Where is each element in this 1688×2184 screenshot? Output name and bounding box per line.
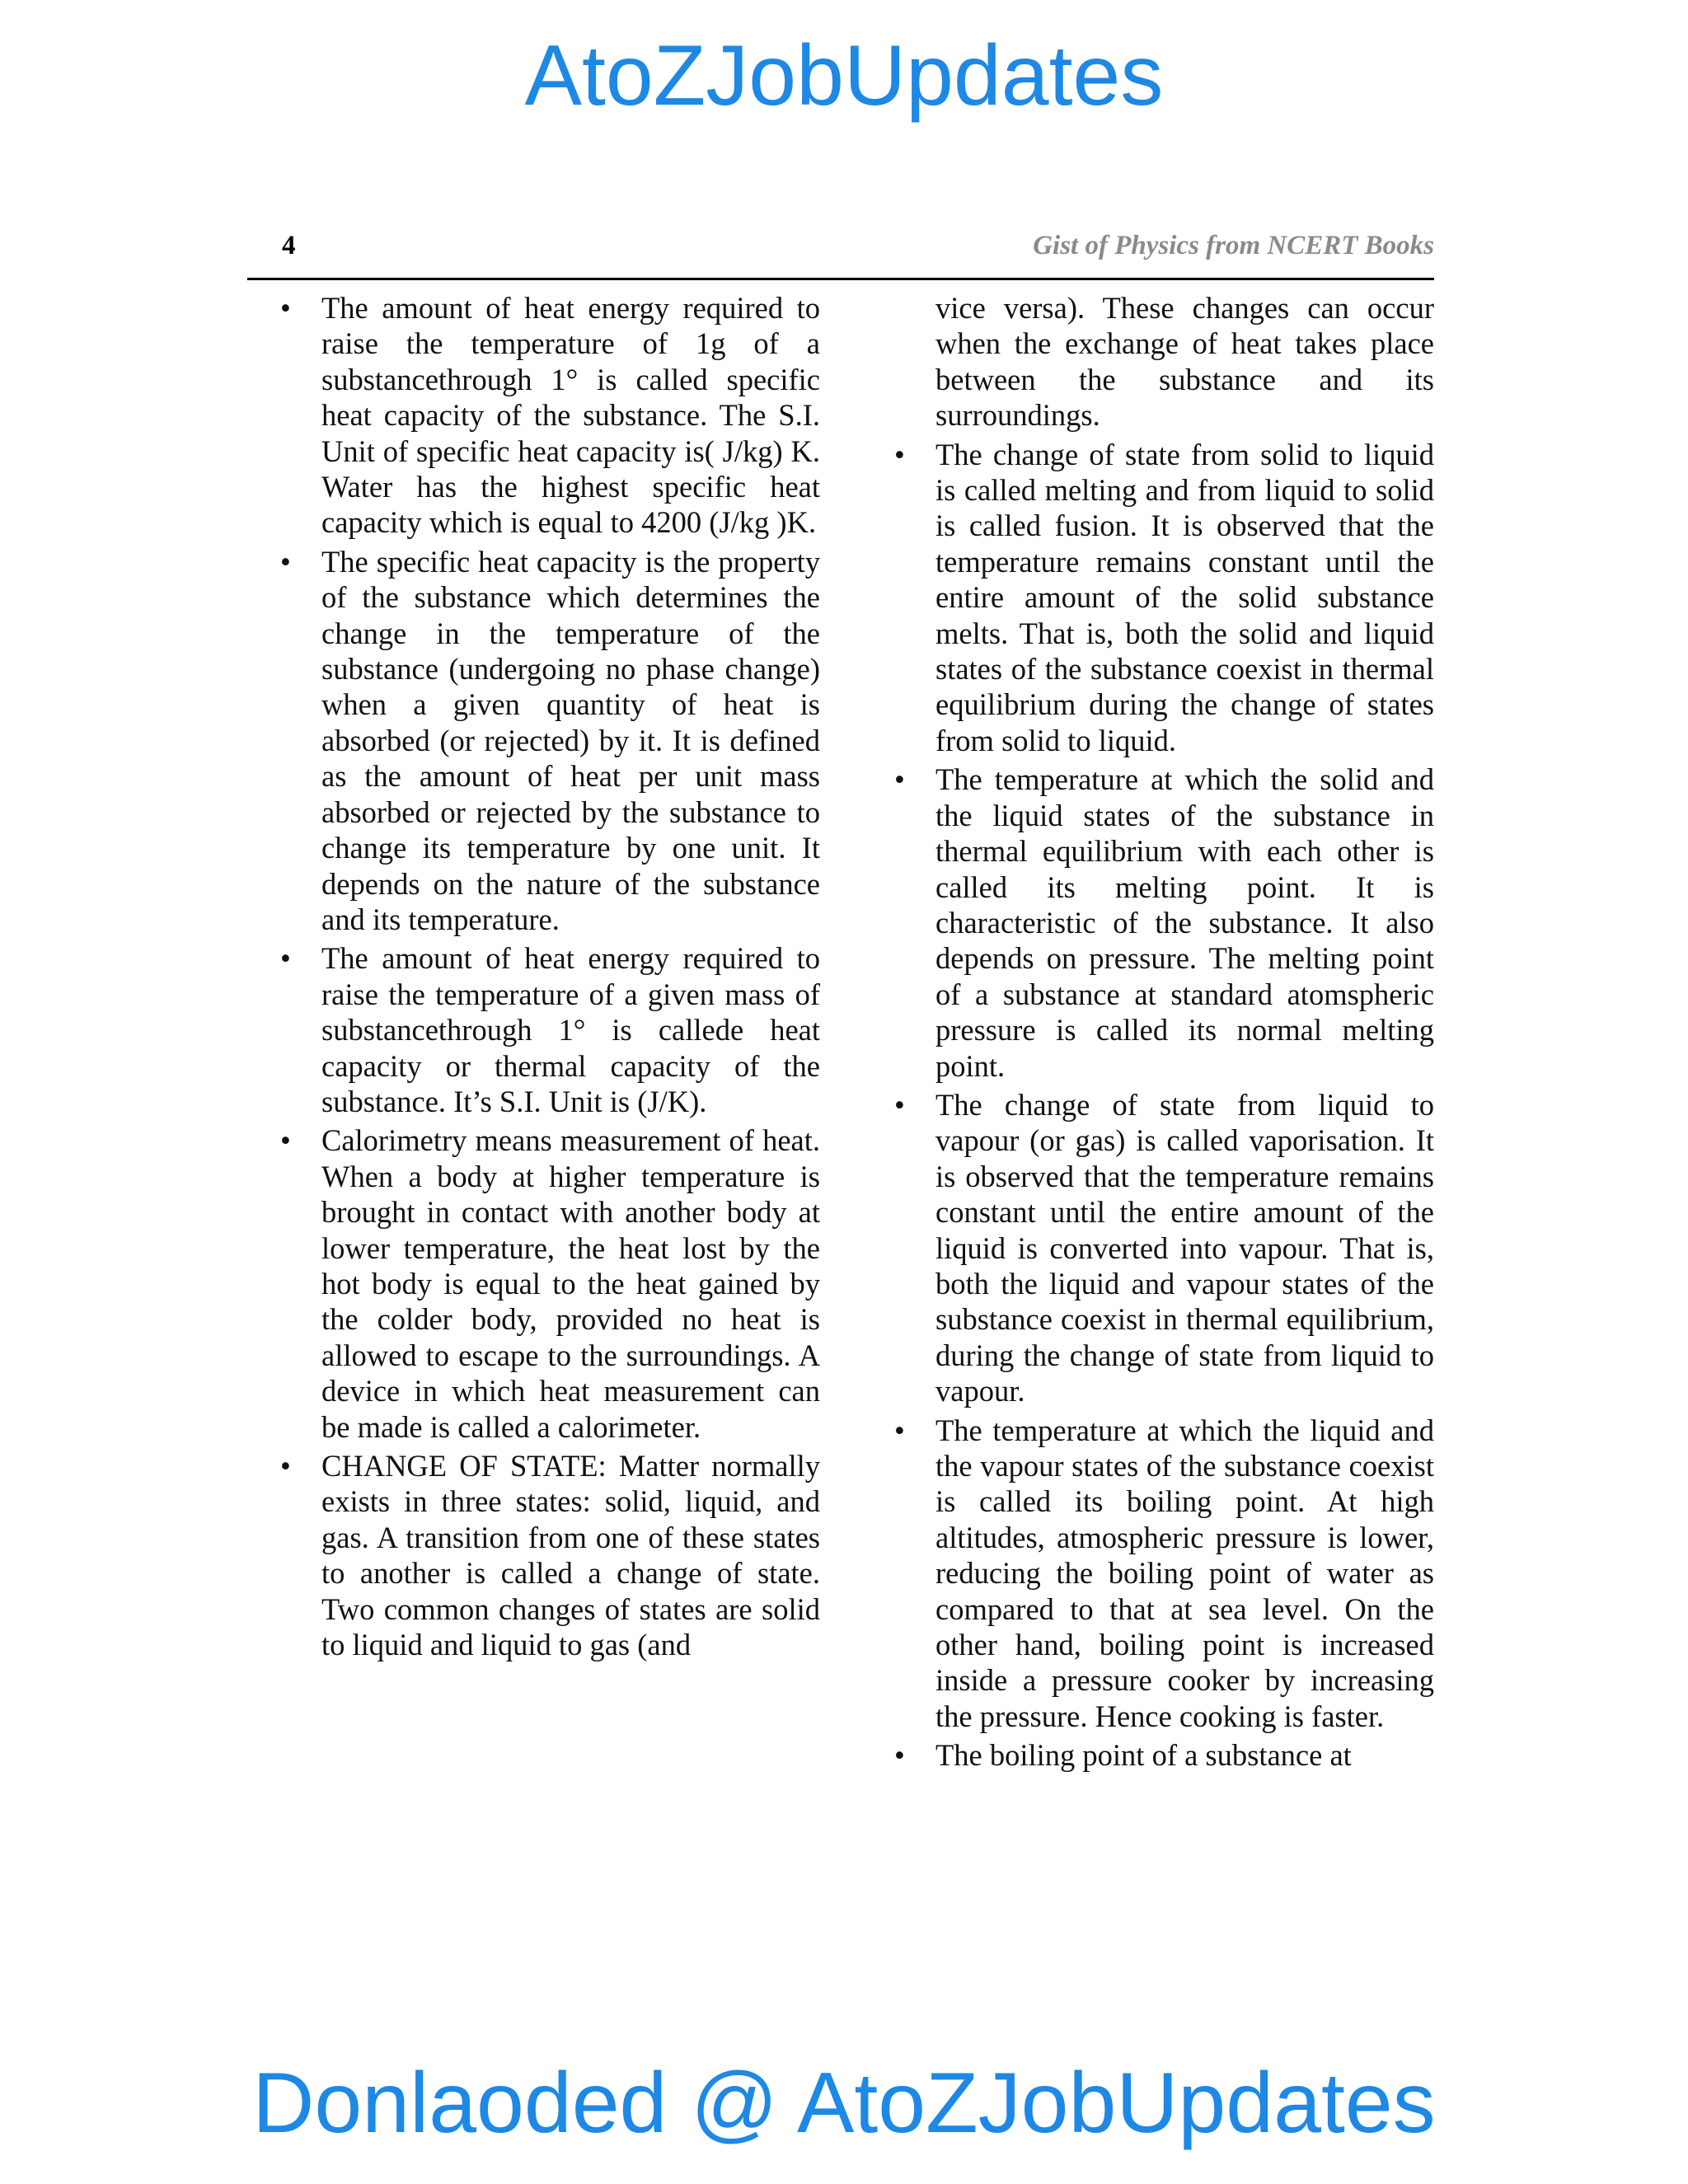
list-item-text: The temperature at which the solid and the liquid states of the substance in thermal equilibrium with each other is called its melting point. It is characteristic of the substance. It also depends on pressure. The melting point of a substance at standard atomspheric pressure is called its normal melting point.: [935, 762, 1434, 1083]
bullet-icon: •: [894, 1087, 905, 1122]
right-column: [886, 290, 1434, 1777]
bullet-icon: •: [280, 1123, 291, 1158]
list-item-text: The specific heat capacity is the property of the substance which determines the change in the temperature of the substance (undergoing no phase change) when a given quantity of heat is absorbed (or rejected) by it. It is defined as the amount of heat per unit mass absorbed or rejected by the substance to change its temperature by one unit. It depends on the nature of the substance and its temperature.: [321, 544, 820, 936]
right-bullet-list: [886, 437, 1434, 1774]
book-title: Gist of Physics from NCERT Books: [1033, 231, 1434, 260]
bullet-icon: •: [894, 1413, 905, 1447]
page-number: 4: [282, 231, 296, 260]
list-item: [886, 1413, 1434, 1735]
list-item: [272, 940, 820, 1119]
list-item: [886, 1087, 1434, 1409]
list-item: [886, 437, 1434, 759]
left-column: [272, 290, 820, 1666]
bullet-icon: •: [280, 544, 291, 579]
list-item: [886, 762, 1434, 1084]
list-item-text: The change of state from solid to liquid is called melting and from liquid to solid is called fusion. It is observed that the temperature remains constant until the entire amount of the solid substance melts. That is, both the solid and liquid states of the substance coexist in thermal equilibrium during the change of states from solid to liquid.: [935, 437, 1434, 757]
list-item: [272, 1448, 820, 1662]
list-item: [272, 1122, 820, 1445]
left-bullet-list: [272, 290, 820, 1662]
bullet-icon: •: [280, 291, 291, 325]
watermark-top: AtoZJobUpdates: [524, 28, 1164, 124]
continuation-paragraph: vice versa). These changes can occur when the exchange of heat takes place between the substance and its surroundings.: [935, 291, 1434, 433]
bullet-icon: •: [280, 1449, 291, 1483]
watermark-bottom: Donlaoded @ AtoZJobUpdates: [252, 2055, 1436, 2151]
bullet-icon: •: [894, 762, 905, 797]
header-rule: [247, 278, 1434, 280]
list-item-text: The boiling point of a substance at: [935, 1738, 1352, 1773]
bullet-icon: •: [894, 437, 905, 471]
bullet-icon: •: [894, 1738, 905, 1773]
list-item: [272, 290, 820, 541]
list-item: [272, 544, 820, 937]
list-item: [886, 1737, 1434, 1773]
list-item-text: The amount of heat energy required to raise the temperature of 1g of a substancethrough 1° is called specific heat capacity of the substance. The S.I. Unit of specific heat capacity is( J/kg) K. Water has the highest specific heat capacity which is equal to 4200 (J/kg )K.: [321, 291, 820, 540]
list-item-text: CHANGE OF STATE: Matter normally exists in three states: solid, liquid, and gas. A transition from one of these states to another is called a change of state. Two common changes of states are solid to liquid and liquid to gas (and: [321, 1449, 820, 1662]
list-item-text: The change of state from liquid to vapour (or gas) is called vaporisation. It is observed that the temperature remains constant until the entire amount of the liquid is converted into vapour. That is, both the liquid and vapour states of the substance coexist in thermal equilibrium, during the change of state from liquid to vapour.: [935, 1087, 1434, 1408]
running-head: [247, 231, 1434, 272]
list-item-text: The amount of heat energy required to raise the temperature of a given mass of substancethrough 1° is callede heat capacity or thermal capacity of the substance. It’s S.I. Unit is (J/K).: [321, 941, 820, 1118]
list-item-text: Calorimetry means measurement of heat. When a body at higher temperature is brought in contact with another body at lower temperature, the heat lost by the hot body is equal to the heat gained by the colder body, provided no heat is allowed to escape to the surroundings. A device in which heat measurement can be made is called a calorimeter.: [321, 1123, 820, 1444]
list-item-text: The temperature at which the liquid and the vapour states of the substance coexist is called its boiling point. At high altitudes, atmospheric pressure is lower, reducing the boiling point of water as compared to that at sea level. On the other hand, boiling point is increased inside a pressure cooker by increasing the pressure. Hence cooking is faster.: [935, 1413, 1434, 1733]
bullet-icon: •: [280, 941, 291, 976]
